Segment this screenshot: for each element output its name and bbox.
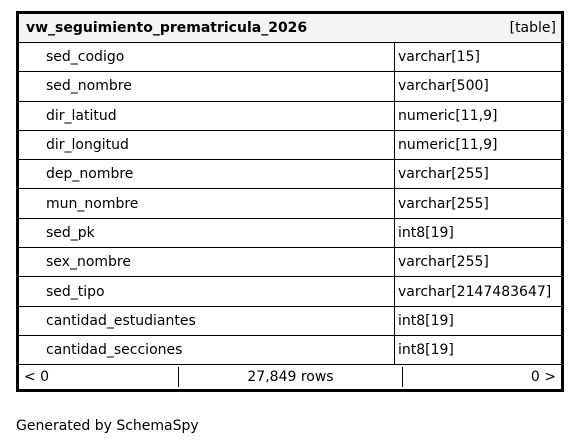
column-name: dir_latitud xyxy=(19,102,395,130)
table-footer xyxy=(19,365,561,389)
column-row xyxy=(19,277,561,306)
column-name: sed_pk xyxy=(19,219,395,247)
column-row xyxy=(19,72,561,101)
table-kind: [table] xyxy=(509,20,556,36)
column-row xyxy=(19,248,561,277)
column-row xyxy=(19,160,561,189)
column-name: sed_tipo xyxy=(19,277,395,305)
column-row xyxy=(19,219,561,248)
column-type: varchar[255] xyxy=(398,195,489,212)
column-name: dir_longitud xyxy=(19,131,395,159)
column-name: sex_nombre xyxy=(19,248,395,276)
generated-by-label: Generated by SchemaSpy xyxy=(16,418,199,434)
column-type: varchar[500] xyxy=(398,78,489,95)
column-type: numeric[11,9] xyxy=(398,137,498,154)
column-type: int8[19] xyxy=(398,342,454,359)
column-type: varchar[255] xyxy=(398,254,489,271)
row-count: 27,849 rows xyxy=(179,367,403,387)
table-header xyxy=(19,14,561,43)
column-type: int8[19] xyxy=(398,312,454,329)
column-name: sed_codigo xyxy=(19,43,395,71)
column-row xyxy=(19,43,561,72)
column-type: int8[19] xyxy=(398,224,454,241)
column-name: dep_nombre xyxy=(19,160,395,188)
parents-count: < 0 xyxy=(19,367,179,387)
column-type: varchar[2147483647] xyxy=(398,283,552,300)
column-row xyxy=(19,189,561,218)
column-row xyxy=(19,102,561,131)
column-row xyxy=(19,307,561,336)
column-list xyxy=(19,43,561,365)
column-name: mun_nombre xyxy=(19,189,395,217)
column-name: cantidad_estudiantes xyxy=(19,307,395,335)
column-type: numeric[11,9] xyxy=(398,107,498,124)
column-type: varchar[255] xyxy=(398,166,489,183)
column-name: sed_nombre xyxy=(19,72,395,100)
table-box xyxy=(16,11,564,392)
column-name: cantidad_secciones xyxy=(19,336,395,364)
column-row xyxy=(19,131,561,160)
column-row xyxy=(19,336,561,365)
table-name: vw_seguimiento_prematricula_2026 xyxy=(26,20,308,36)
children-count: 0 > xyxy=(530,369,556,386)
column-type: varchar[15] xyxy=(398,49,480,66)
